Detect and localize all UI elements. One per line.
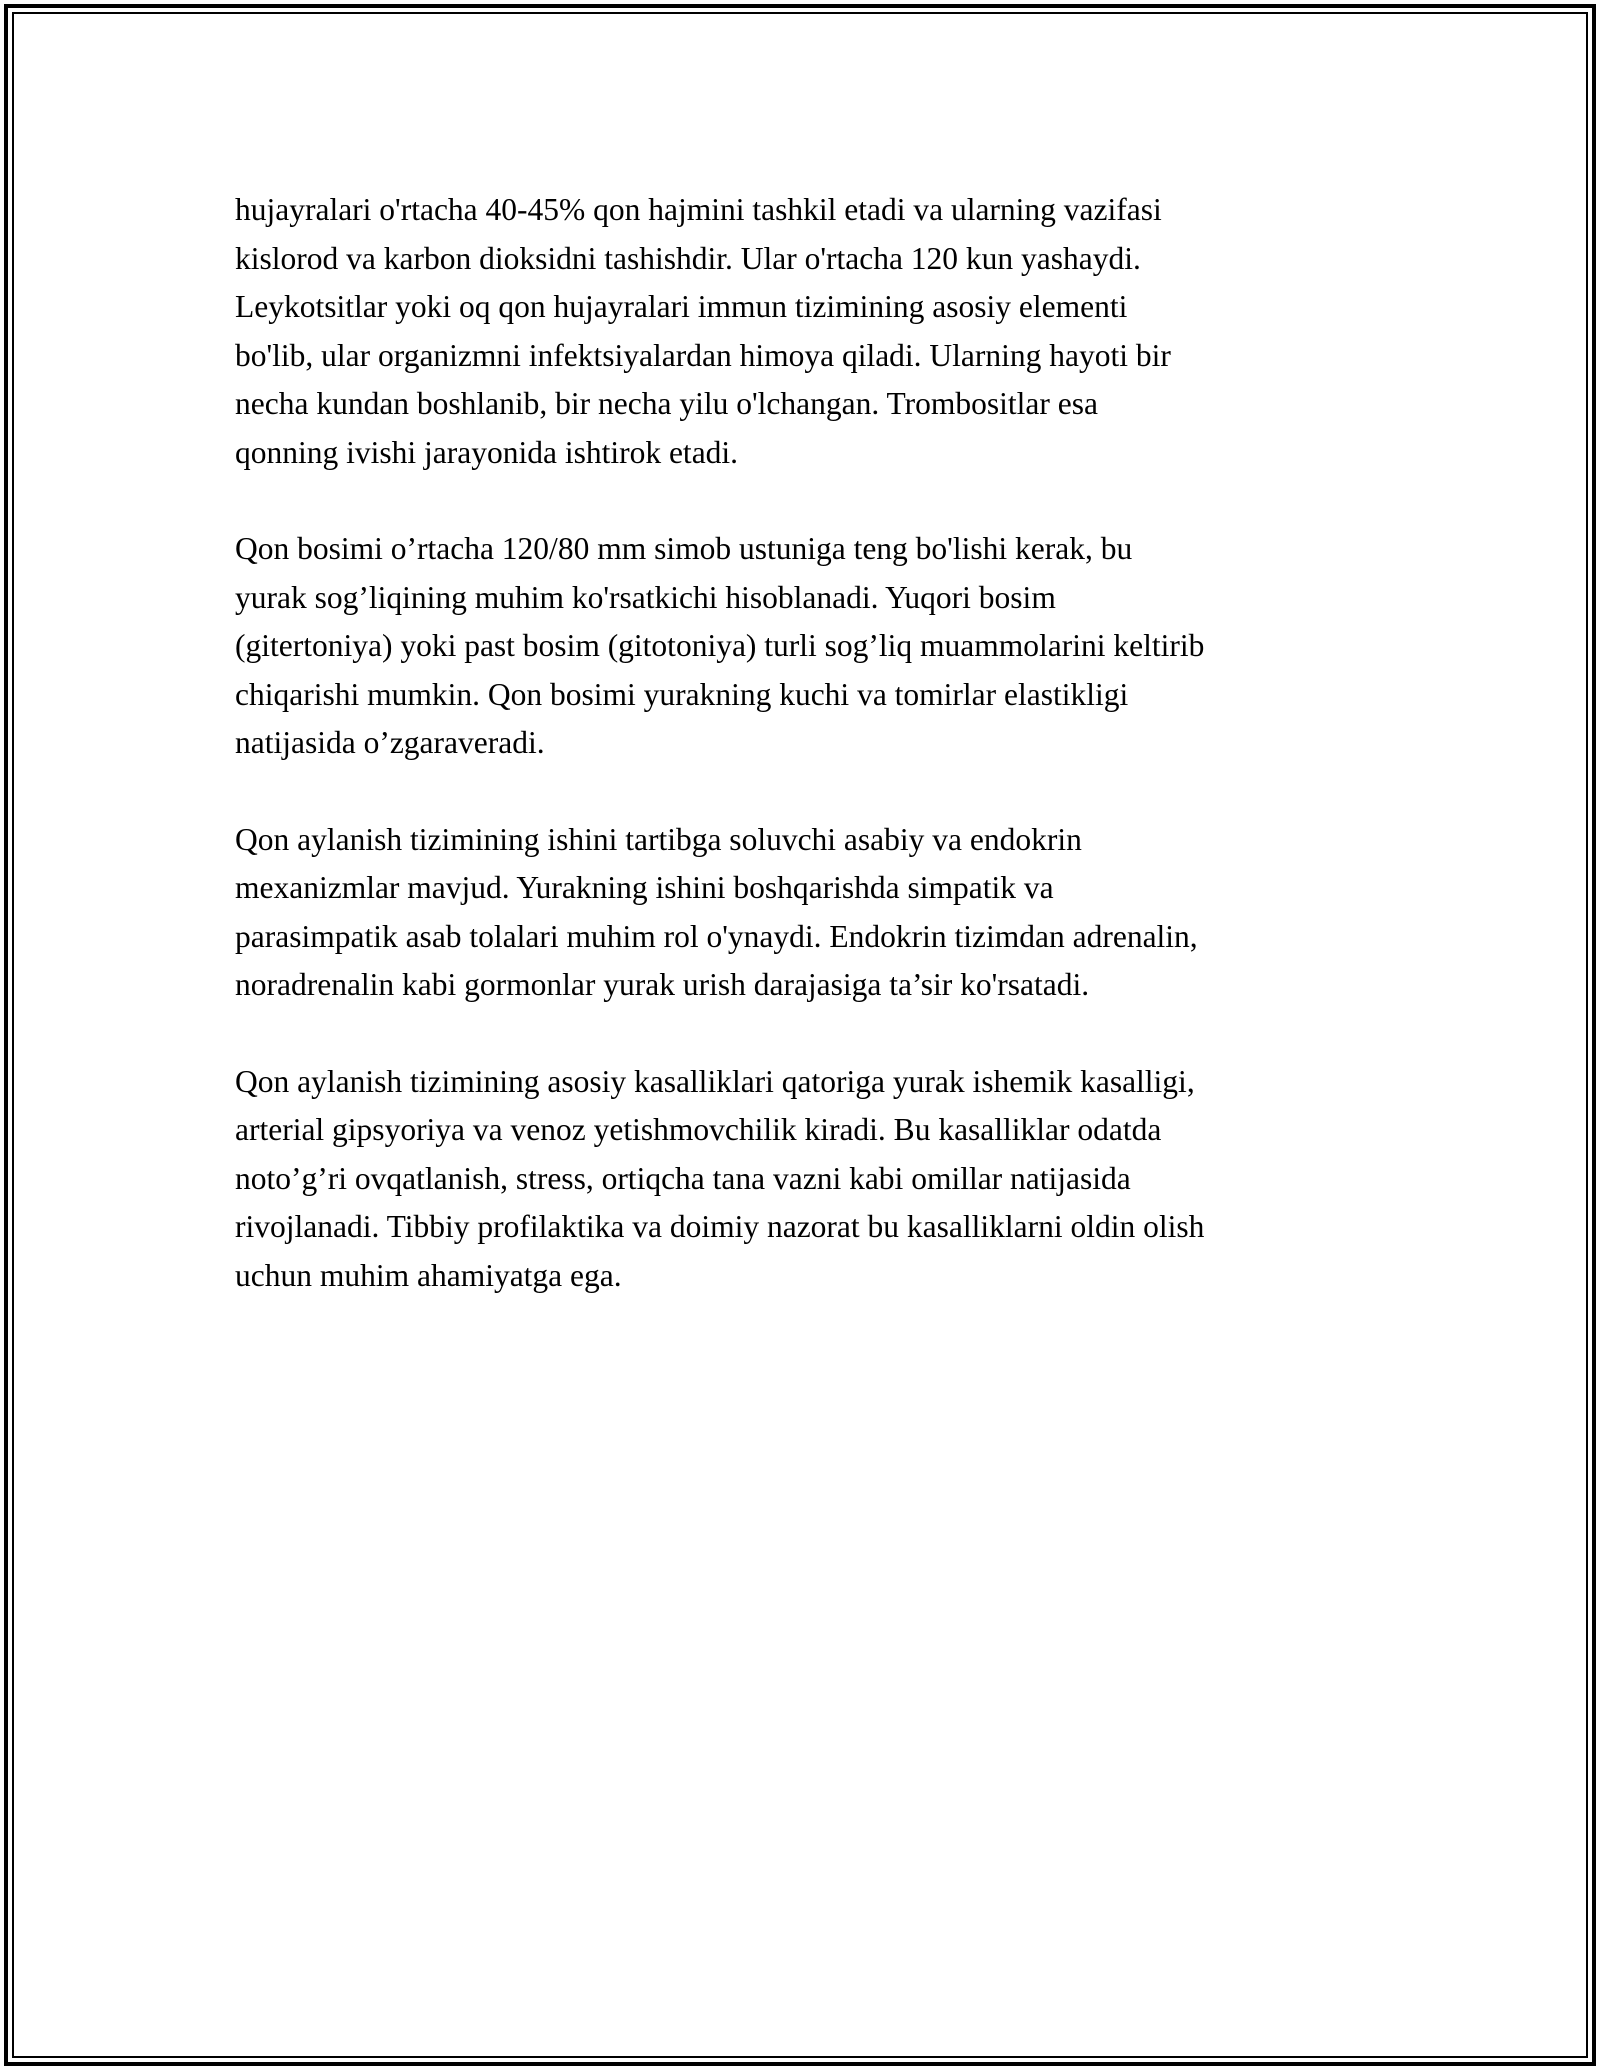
paragraph-diseases: Qon aylanish tizimining asosiy kasalliklari qatoriga yurak ishemik kasalligi, arterial gipsyoriya va venoz yetishmovchilik kiradi. Bu kasalliklar odatda noto’g’ri ovqatlanish, stress, ortiqcha tana vazni kabi omillar natijasida rivojlanadi. Tibbiy profilaktika va doimiy nazorat bu kasalliklarni oldin olish uchun muhim ahamiyatga ega. xyxy=(235,1063,1205,1293)
paragraph-red-blood-cells: hujayralari o'rtacha 40-45% qon hajmini tashkil etadi va ularning vazifasi kislorod va karbon dioksidni tashishdir. Ular o'rtacha 120 kun yashaydi. Leykotsitlar yoki oq qon hujayralari immun tizimining asosiy elementi bo'lib, ular organizmni infektsiyalardan himoya qiladi. Ularning hayoti bir necha kundan boshlanib, bir necha yilu o'lchangan. Trombositlar esa qonning ivishi jarayonida ishtirok etadi. xyxy=(235,192,1171,470)
document-body xyxy=(235,186,1375,1348)
paragraph-blood-pressure: Qon bosimi o’rtacha 120/80 mm simob ustuniga teng bo'lishi kerak, bu yurak sog’liqining muhim ko'rsatkichi hisoblanadi. Yuqori bosim (gitertoniya) yoki past bosim (gitotoniya) turli sog’liq muammolarini keltirib chiqarishi mumkin. Qon bosimi yurakning kuchi va tomirlar elastikligi natijasida o’zgaraveradi. xyxy=(235,531,1205,760)
paragraph-regulation: Qon aylanish tizimining ishini tartibga soluvchi asabiy va endokrin mexanizmlar mavjud. Yurakning ishini boshqarishda simpatik va parasimpatik asab tolalari muhim rol o'ynaydi. Endokrin tizimdan adrenalin, noradrenalin kabi gormonlar yurak urish darajasiga ta’sir ko'rsatadi. xyxy=(235,821,1198,1002)
